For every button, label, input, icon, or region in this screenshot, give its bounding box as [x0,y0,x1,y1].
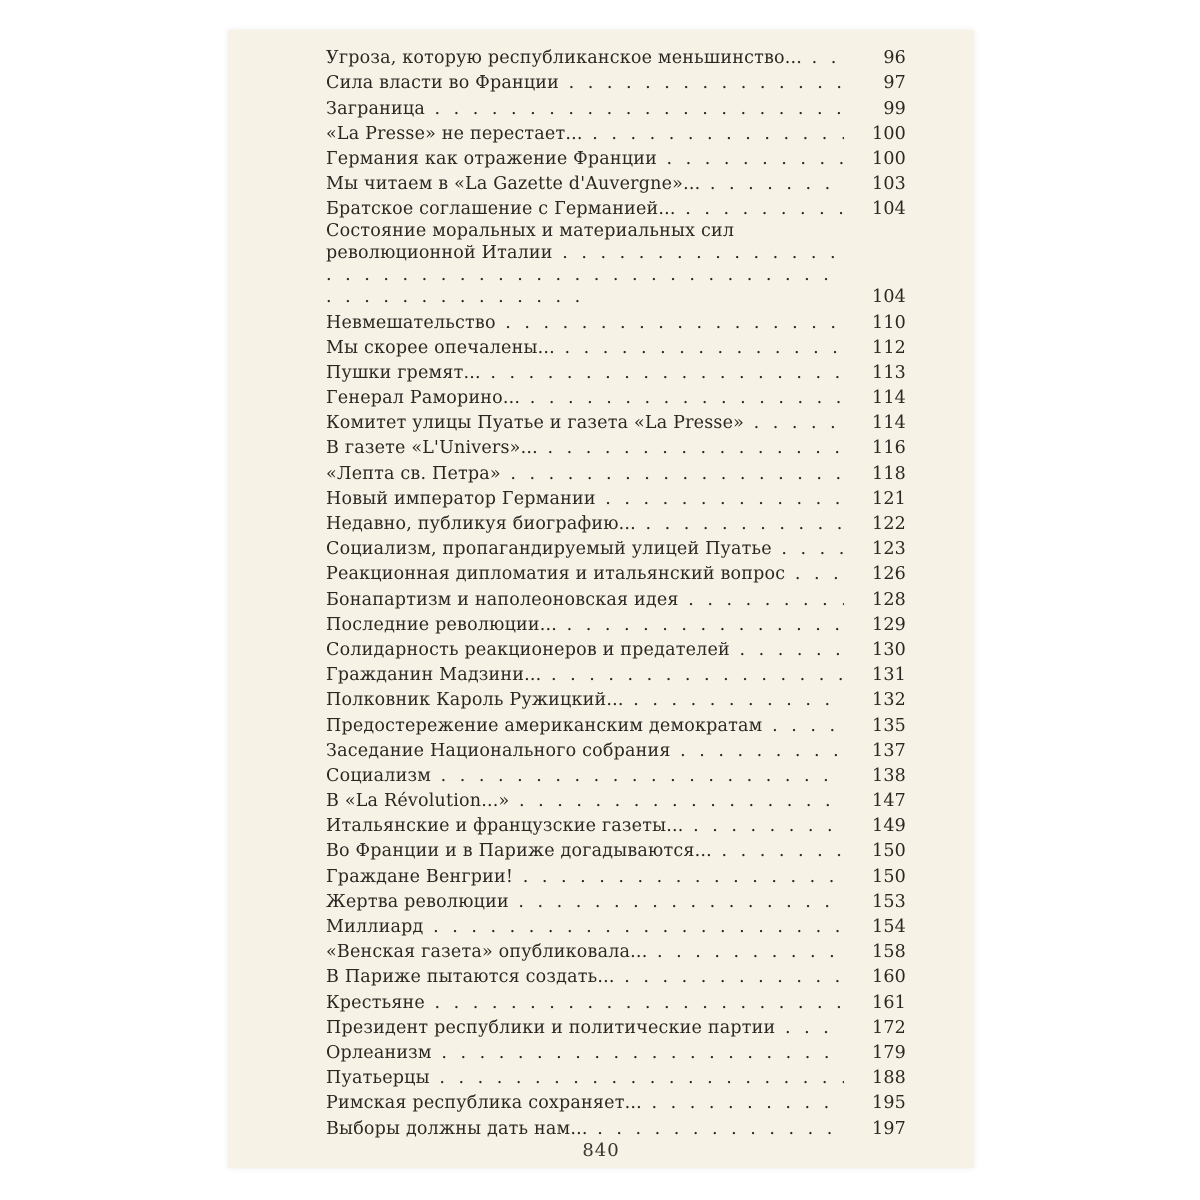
toc-entry-title: Предостережение американским демократам . . . [326,715,844,737]
toc-entry-title: Генерал Раморино... . . . [326,387,844,409]
book-page [228,30,974,1168]
toc-entry [326,686,906,711]
toc-entry-title: Недавно, публикуя биографию... . . . [326,513,844,535]
toc-entry [326,1064,906,1089]
toc-entry-title: Братское соглашение с Германией... . . . [326,198,844,220]
toc-entry-page: 132 [871,690,906,711]
toc-entry-page: 112 [871,337,906,358]
toc-entry-page: 96 [883,48,906,69]
toc-entry-page: 114 [871,388,906,409]
toc-entry-page: 121 [871,488,906,509]
toc-entry-title: Комитет улицы Пуатье и газета «La Presse» . . . [326,412,844,434]
toc-entry [326,812,906,837]
toc-entry-title: Мы читаем в «La Gazette d'Auvergne»... . . . [326,173,844,195]
toc-entry [326,308,906,333]
toc-entry-page: 99 [883,98,906,119]
toc-entry-page: 116 [871,438,906,459]
toc-entry-title: Последние революции... . . . [326,614,844,636]
page-number: 840 [582,1140,620,1161]
toc-entry-title: Жертва революции . . . [326,891,844,913]
toc-entry-title: Бонапартизм и наполеоновская идея . . . [326,589,844,611]
toc-entry-page: 150 [871,866,906,887]
toc-entry-page: 138 [871,765,906,786]
toc-entry-title: Римская республика сохраняет... . . . [326,1092,844,1114]
toc-entry-page: 188 [871,1068,906,1089]
toc-entry [326,862,906,887]
toc-entry [326,120,906,145]
toc-entry-page: 123 [871,539,906,560]
toc-entry-title: В Париже пытаются создать... . . . [326,966,844,988]
toc-entry [326,145,906,170]
toc-entry-title: Мы скорее опечалены... . . . [326,337,844,359]
toc-entry [326,661,906,686]
toc-entry-page: 128 [871,589,906,610]
toc-entry-page: 113 [871,362,906,383]
toc-entry-title: В газете «L'Univers»... . . . [326,437,844,459]
toc-entry [326,434,906,459]
toc-entry [326,384,906,409]
toc-entry-title: «Лепта св. Петра» . . . [326,463,844,485]
toc-entry [326,409,906,434]
toc-entry-title: Во Франции и в Париже догадываются... . . . [326,840,844,862]
toc-entry [326,585,906,610]
toc-entry [326,787,906,812]
toc-entry-page: 104 [871,287,906,308]
toc-entry [326,44,906,69]
toc-entry [326,762,906,787]
toc-entry [326,1114,906,1139]
toc-entry-title: Угроза, которую республиканское меньшинство... . . . [326,47,844,69]
toc-entry [326,837,906,862]
toc-entry-page: 172 [871,1017,906,1038]
toc-entry-title: «Венская газета» опубликовала... . . . [326,941,844,963]
toc-entry-title: Заграница . . . [326,98,844,120]
toc-entry [326,535,906,560]
toc-entry-page: 131 [871,665,906,686]
toc-entry-title: Гражданин Мадзини... . . . [326,664,844,686]
toc-entry-title: Состояние моральных и материальных сил революционной Италии . . . [326,220,844,308]
toc-entry [326,1014,906,1039]
toc-entry-page: 161 [871,992,906,1013]
toc-entry-page: 110 [871,312,906,333]
toc-entry-title: Крестьяне . . . [326,992,844,1014]
toc-entry [326,334,906,359]
toc-entry [326,195,906,220]
toc-entry-page: 100 [871,123,906,144]
toc-entry [326,611,906,636]
toc-entry-page: 100 [871,148,906,169]
toc-entry [326,359,906,384]
toc-entry-page: 160 [871,967,906,988]
toc-entry-title: Новый император Германии . . . [326,488,844,510]
toc-entry [326,988,906,1013]
toc-entry [326,636,906,661]
toc-entry-page: 114 [871,413,906,434]
toc-entry [326,1039,906,1064]
toc-entry [326,711,906,736]
toc-entry-title: «La Presse» не перестает... . . . [326,123,844,145]
toc-entry [326,510,906,535]
toc-entry-page: 129 [871,614,906,635]
toc-entry-title: Германия как отражение Франции . . . [326,148,844,170]
toc-entry-title: Социализм, пропагандируемый улицей Пуатье . . . [326,538,844,560]
toc-entry-page: 118 [871,463,906,484]
toc-entry [326,94,906,119]
toc-entry-title: Пушки гремят... . . . [326,362,844,384]
toc-entry [326,560,906,585]
toc-entry-title: Заседание Национального собрания . . . [326,740,844,762]
toc-entry-title: Президент республики и политические партии . . . [326,1017,844,1039]
toc-entry-page: 158 [871,942,906,963]
toc-entry-title: Реакционная дипломатия и итальянский вопрос . . . [326,563,844,585]
toc-entry-page: 130 [871,639,906,660]
toc-entry-page: 147 [871,791,906,812]
toc-entry-page: 154 [871,917,906,937]
toc-entry [326,485,906,510]
toc-entry-title: Пуатьерцы . . . [326,1067,844,1089]
toc-entry-title: Невмешательство . . . [326,312,844,334]
toc-entry-page: 135 [871,715,906,736]
toc-entry [326,220,906,308]
toc-entry-page: 179 [871,1042,906,1063]
toc-entry-page: 97 [883,73,906,94]
toc-entry [326,913,906,938]
table-of-contents [326,44,906,1140]
toc-entry [326,737,906,762]
toc-entry-title: Орлеанизм . . . [326,1042,844,1064]
toc-entry-title: Солидарность реакционеров и предателей . . . [326,639,844,661]
toc-entry-title: Миллиард . . . [326,916,844,938]
toc-entry-page: 104 [871,199,906,220]
toc-entry [326,888,906,913]
toc-entry-title: Сила власти во Франции . . . [326,72,844,94]
toc-entry-title: Итальянские и французские газеты... . . . [326,815,844,837]
toc-entry-page: 126 [871,564,906,585]
toc-entry-page: 103 [871,174,906,195]
toc-entry [326,170,906,195]
toc-entry-page: 149 [871,816,906,837]
toc-entry-page: 122 [871,514,906,534]
toc-entry-title: Граждане Венгрии! . . . [326,866,844,888]
toc-entry [326,69,906,94]
toc-entry [326,1089,906,1114]
toc-entry [326,938,906,963]
toc-entry-title: Социализм . . . [326,765,844,787]
toc-entry-title: В «La Révolution...» . . . [326,790,844,812]
toc-entry [326,459,906,484]
toc-entry-page: 137 [871,740,906,761]
toc-entry-page: 153 [871,891,906,912]
toc-entry-title: Выборы должны дать нам... . . . [326,1118,844,1140]
toc-entry-page: 150 [871,841,906,862]
toc-entry-page: 197 [871,1118,906,1139]
toc-entry [326,963,906,988]
toc-entry-title: Полковник Кароль Ружицкий... . . . [326,689,844,711]
toc-entry-page: 195 [871,1093,906,1114]
